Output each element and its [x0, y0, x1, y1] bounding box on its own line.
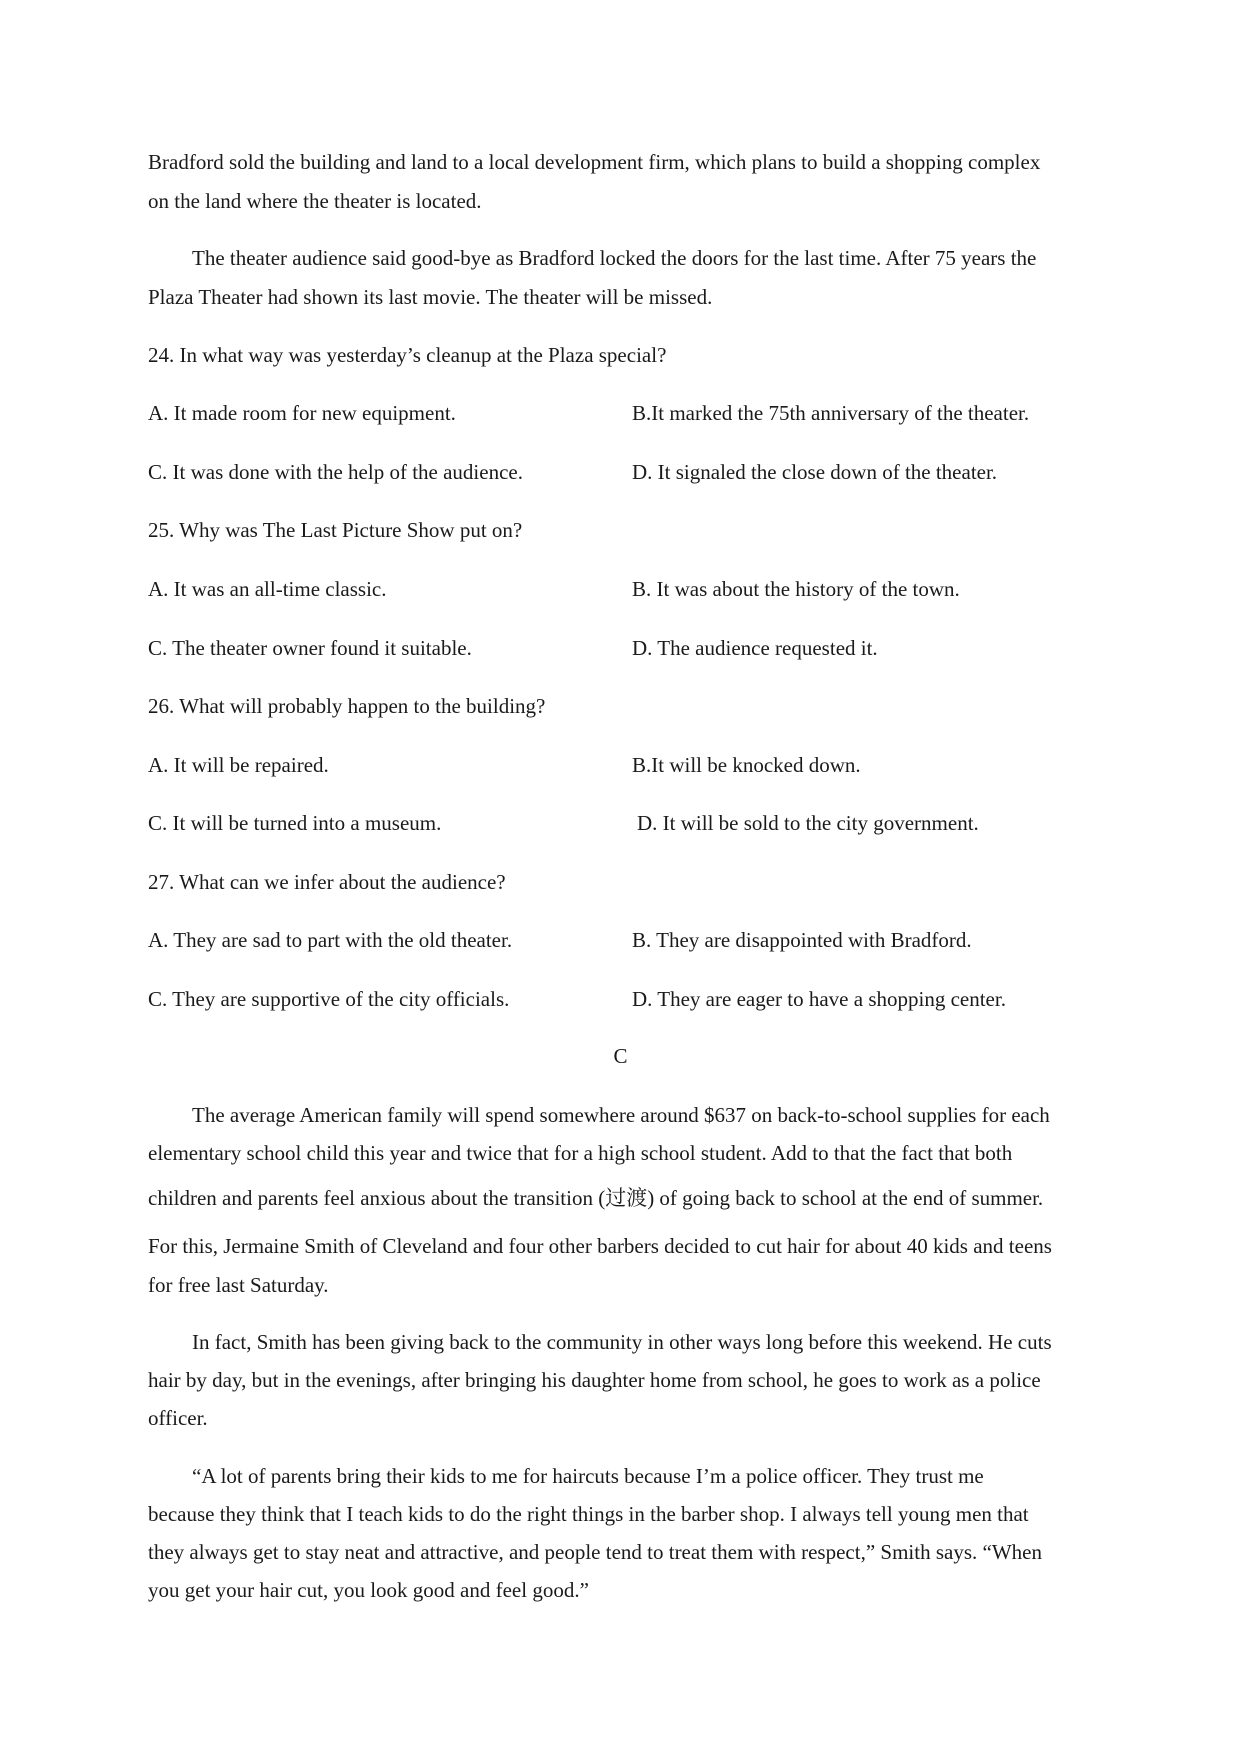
paragraph-line: The theater audience said good-bye as Bradford locked the doors for the last time. After 75 years the: [192, 246, 1037, 270]
option-d: D. They are eager to have a shopping center.: [632, 987, 1006, 1011]
paragraph-line: The average American family will spend somewhere around $637 on back-to-school supplies for each: [192, 1103, 1050, 1127]
option-b: B.It will be knocked down.: [632, 753, 861, 777]
paragraph-line: officer.: [148, 1406, 208, 1430]
paragraph-line: elementary school child this year and twice that for a high school student. Add to that the fact that both: [148, 1141, 1013, 1165]
option-c: C. It will be turned into a museum.: [148, 811, 442, 835]
paragraph-line: children and parents feel anxious about the transition (过渡) of going back to school at the end of summer.: [148, 1186, 1044, 1210]
paragraph-line: In fact, Smith has been giving back to the community in other ways long before this weekend. He cuts: [192, 1330, 1052, 1354]
paragraph-line: they always get to stay neat and attractive, and people tend to treat them with respect,” Smith says. “When: [148, 1540, 1042, 1564]
paragraph-line: “A lot of parents bring their kids to me for haircuts because I’m a police officer. They trust me: [192, 1464, 984, 1488]
option-a: A. They are sad to part with the old theater.: [148, 928, 513, 952]
option-c: C. They are supportive of the city officials.: [148, 987, 510, 1011]
question-stem: 26. What will probably happen to the building?: [148, 694, 546, 718]
paragraph-line: hair by day, but in the evenings, after bringing his daughter home from school, he goes to work as a police: [148, 1368, 1041, 1392]
option-c: C. The theater owner found it suitable.: [148, 636, 472, 660]
option-c: C. It was done with the help of the audience.: [148, 460, 523, 484]
section-heading: C: [613, 1044, 628, 1068]
option-a: A. It was an all-time classic.: [148, 577, 387, 601]
option-a: A. It will be repaired.: [148, 753, 329, 777]
question-stem: 24. In what way was yesterday’s cleanup at the Plaza special?: [148, 343, 667, 367]
option-d: D. It will be sold to the city government.: [637, 811, 979, 835]
paragraph-line: on the land where the theater is located.: [148, 189, 482, 213]
option-d: D. It signaled the close down of the theater.: [632, 460, 998, 484]
paragraph-line: because they think that I teach kids to do the right things in the barber shop. I always tell young men that: [148, 1502, 1029, 1526]
option-a: A. It made room for new equipment.: [148, 401, 456, 425]
question-stem: 27. What can we infer about the audience?: [148, 870, 506, 894]
option-b: B.It marked the 75th anniversary of the theater.: [632, 401, 1030, 425]
question-stem: 25. Why was The Last Picture Show put on?: [148, 518, 523, 542]
paragraph-line: Plaza Theater had shown its last movie. The theater will be missed.: [148, 285, 713, 309]
paragraph-line: For this, Jermaine Smith of Cleveland and four other barbers decided to cut hair for about 40 kids and teens: [148, 1234, 1052, 1258]
option-d: D. The audience requested it.: [632, 636, 878, 660]
paragraph-line: you get your hair cut, you look good and feel good.”: [148, 1578, 589, 1602]
option-b: B. They are disappointed with Bradford.: [632, 928, 972, 952]
paragraph-line: Bradford sold the building and land to a local development firm, which plans to build a shopping complex: [148, 150, 1041, 174]
option-b: B. It was about the history of the town.: [632, 577, 960, 601]
paragraph-line: for free last Saturday.: [148, 1273, 329, 1297]
